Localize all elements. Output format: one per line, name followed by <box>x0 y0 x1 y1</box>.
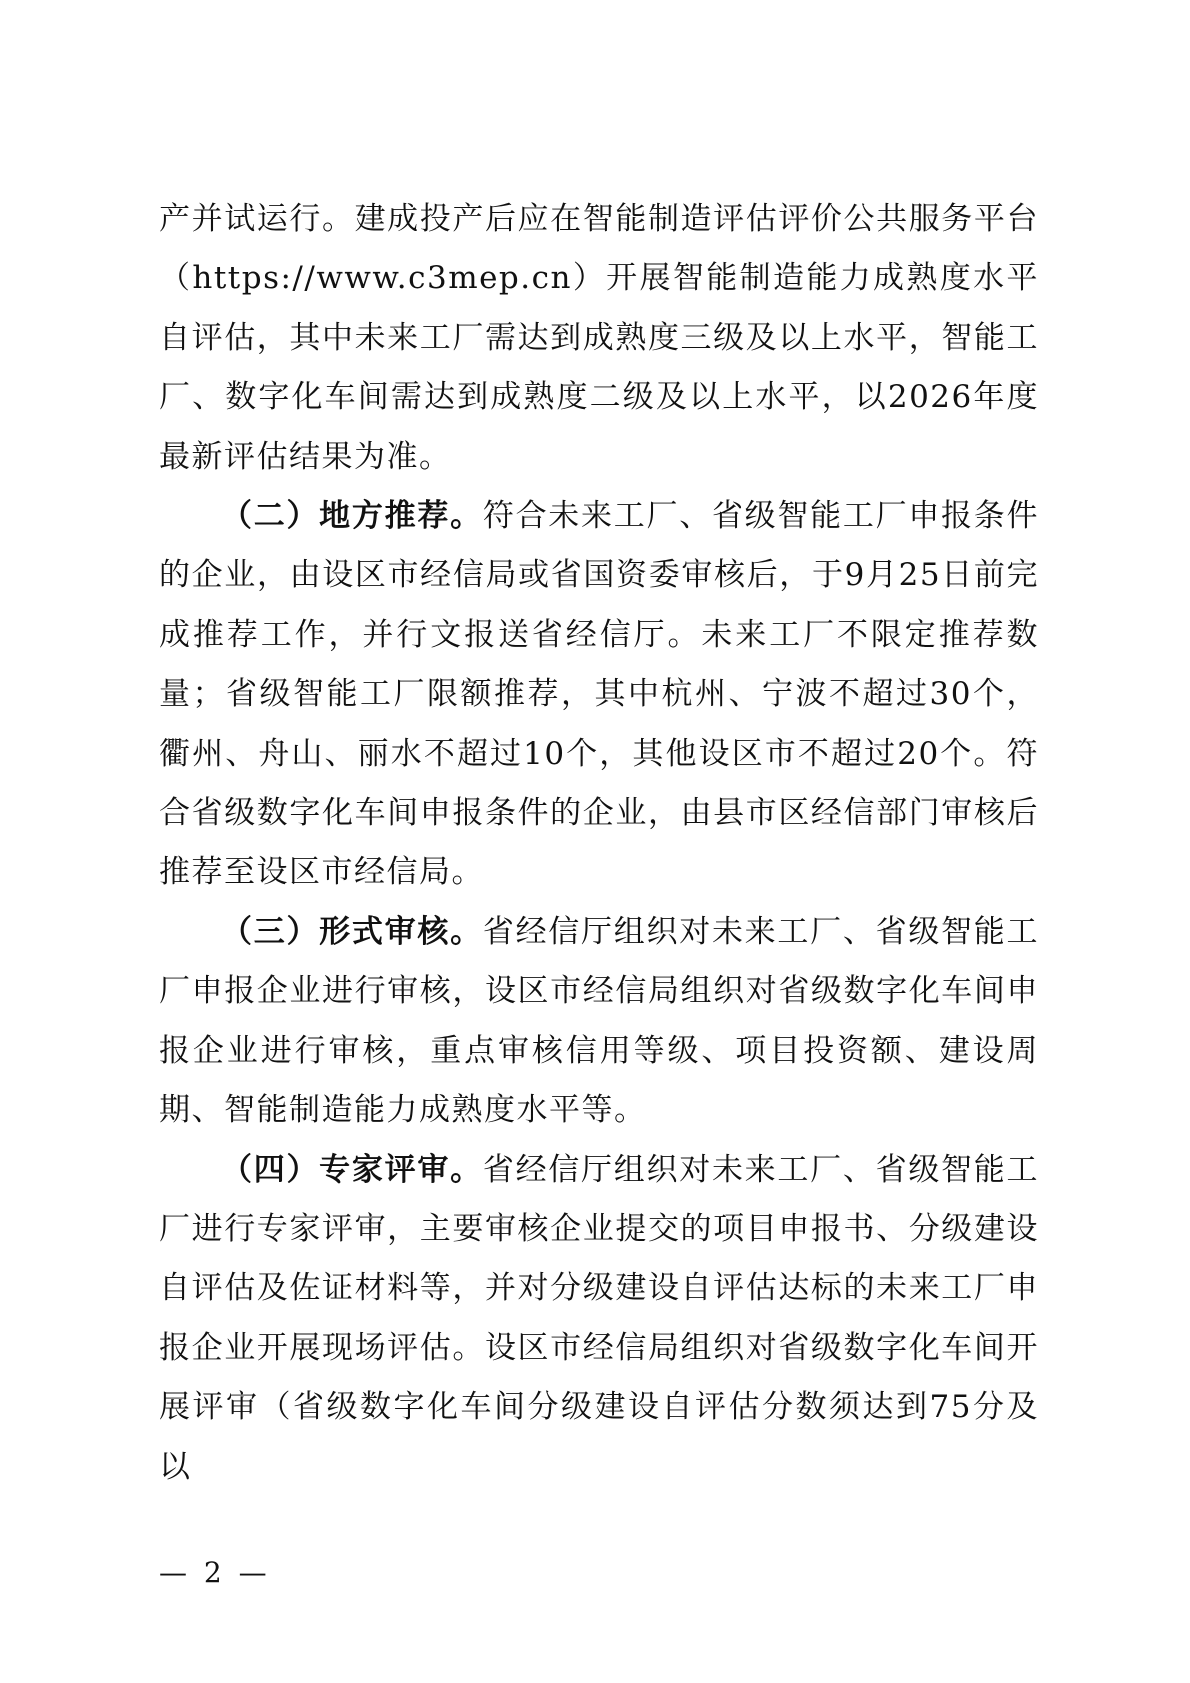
section-heading: （二）地方推荐。 <box>221 498 483 535</box>
paragraph-text: 符合未来工厂、省级智能工厂申报条件的企业，由设区市经信局或省国资委审核后，于9月25日前完成推荐工作，并行文报送省经信厅。未来工厂不限定推荐数量；省级智能工厂限额推荐，其中杭州、宁波不超过30个，衢州、舟山、丽水不超过10个，其他设区市不超过20个。符合省级数字化车间申报条件的企业，由县市区经信部门审核后推荐至设区市经信局。 <box>159 498 1040 891</box>
section-heading: （四）专家评审。 <box>221 1151 483 1188</box>
paragraph-formal-review <box>159 903 1039 1141</box>
paragraph-expert-review <box>159 1141 1039 1497</box>
page-number: — 2 — <box>159 1556 271 1589</box>
paragraph-text: 省经信厅组织对未来工厂、省级智能工厂进行专家评审，主要审核企业提交的项目申报书、分级建设自评估及佐证材料等，并对分级建设自评估达标的未来工厂申报企业开展现场评估。设区市经信局组织对省级数字化车间开展评审（省级数字化车间分级建设自评估分数须达到75分及以 <box>159 1151 1040 1485</box>
paragraph-text: 产并试运行。建成投产后应在智能制造评估评价公共服务平台（https://www.c3mep.cn）开展智能制造能力成熟度水平自评估，其中未来工厂需达到成熟度三级及以上水平，智能工厂、数字化车间需达到成熟度二级及以上水平，以2026年度最新评估结果为准。 <box>159 201 1039 475</box>
section-heading: （三）形式审核。 <box>221 913 483 950</box>
document-body <box>159 190 1039 1497</box>
paragraph-continuation <box>159 190 1039 487</box>
paragraph-local-recommendation <box>159 487 1039 903</box>
paragraph-text: 省经信厅组织对未来工厂、省级智能工厂申报企业进行审核，设区市经信局组织对省级数字化车间申报企业进行审核，重点审核信用等级、项目投资额、建设周期、智能制造能力成熟度水平等。 <box>159 913 1040 1129</box>
